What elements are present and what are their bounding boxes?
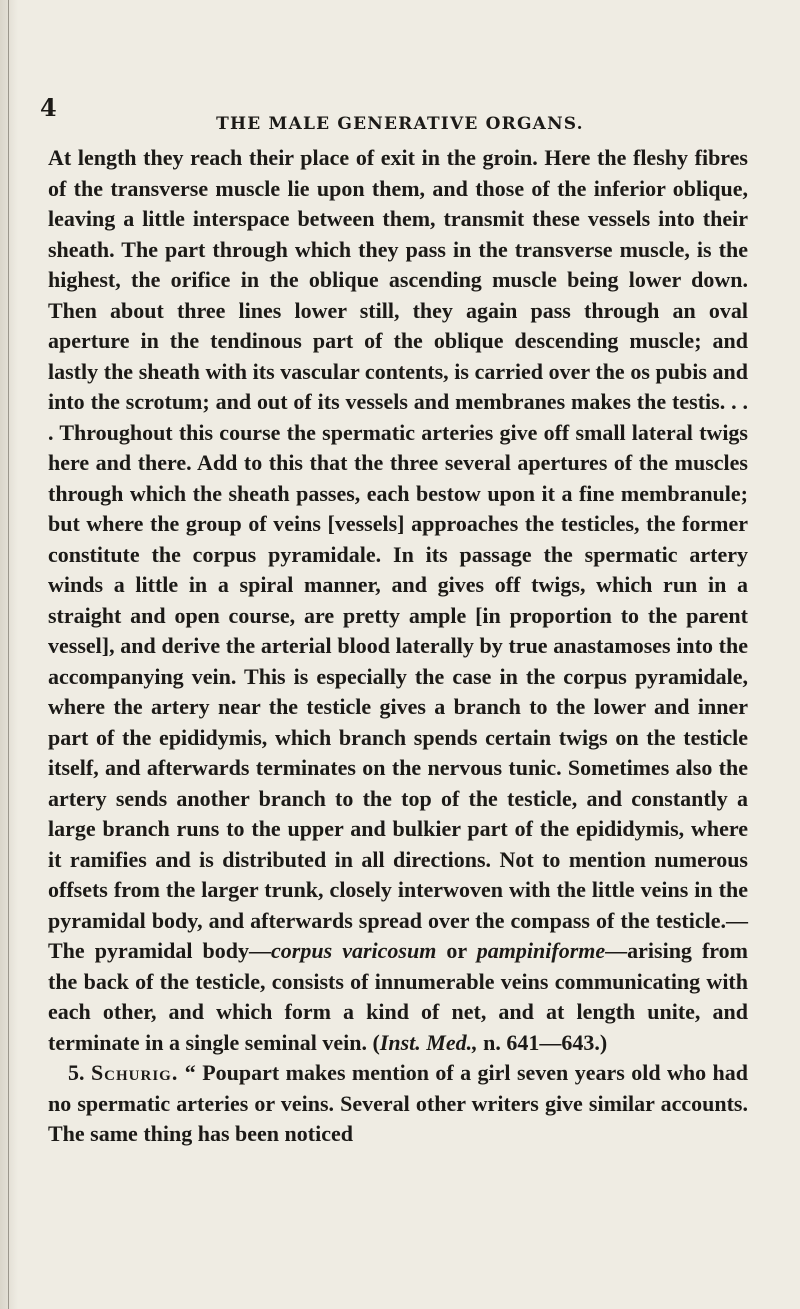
italic-term: corpus varicosum xyxy=(271,938,437,963)
body-text xyxy=(48,143,748,1150)
page-number: 4 xyxy=(40,93,57,122)
gutter-shadow xyxy=(0,0,18,1309)
binding-edge xyxy=(8,0,9,1309)
paragraph-5 xyxy=(48,1058,748,1150)
text-run: —arising from the back of the testicle, consists of innumerable veins communicating with each other, and which form a kind of net, and at length unite, and terminate in a single seminal vein. ( xyxy=(48,938,748,1055)
citation-title: Inst. Med., xyxy=(379,1029,478,1055)
italic-term: pampiniforme xyxy=(476,938,606,963)
text-run: “ Poupart makes mention of a girl seven years old who had no spermatic arteries or veins. Several other writers give similar accounts. The same thing has been noticed xyxy=(48,1060,749,1146)
paragraph-continued xyxy=(48,143,748,1058)
text-run: or xyxy=(436,938,477,963)
text-run: n. 641—643.) xyxy=(477,1029,608,1055)
running-title: THE MALE GENERATIVE ORGANS. xyxy=(216,114,584,134)
text-run: At length they reach their place of exit in the groin. Here the fleshy fibres of the transverse muscle lie upon them, and those of the inferior oblique, leaving a little interspace between them, transmit these vessels into their sheath. The part through which they pass in the transverse muscle, is the highest, the orifice in the oblique ascending muscle being lower down. Then about three lines lower still, they again pass through an oval aperture in the tendinous part of the oblique descending muscle; and lastly the sheath with its vascular contents, is carried over the os pubis and into the scrotum; and out of its vessels and membranes makes the testis. . . . Throughout this course the spermatic arteries give off small lateral twigs here and there. Add to this that the three several apertures of the muscles through which the sheath passes, each bestow upon it a fine membranule; but where the group of veins [vessels] approaches the testicles, the former constitute the corpus pyramidale. In its passage the spermatic artery winds a little in a spiral manner, and gives off twigs, which run in a straight and open course, are pretty ample [in proportion to the parent vessel], and derive the arterial blood laterally by true anastamoses into the accompanying vein. This is especially the case in the corpus pyramidale, where the artery near the testicle gives a branch to the lower and inner part of the epididymis, which branch spends certain twigs on the testicle itself, and afterwards terminates on the nervous tunic. Sometimes also the artery sends another branch to the top of the testicle, and constantly a large branch runs to the upper and bulkier part of the epididymis, where it ramifies and is distributed in all directions. Not to mention numerous offsets from the larger trunk, closely interwoven with the little veins in the pyramidal body, and afterwards spread over the compass of the testicle.—The pyramidal body— xyxy=(48,145,748,963)
paragraph-number: 5. xyxy=(68,1060,91,1085)
author-name: Schurig. xyxy=(90,1060,179,1085)
